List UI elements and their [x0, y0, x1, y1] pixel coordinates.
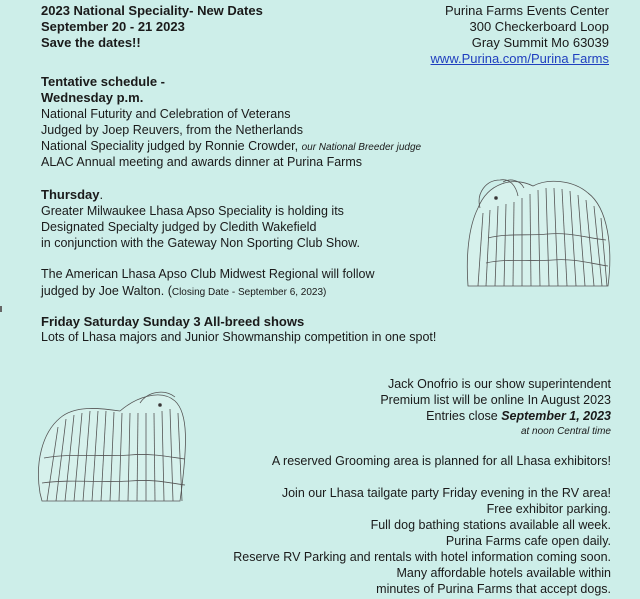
info-line-10: Reserve RV Parking and rentals with hotel information coming soon.: [233, 550, 611, 564]
info-line-3: [426, 409, 611, 424]
wednesday-line-1: National Futurity and Celebration of Veterans: [41, 107, 291, 121]
entries-close-label: Entries close: [426, 409, 502, 423]
info-line-9: Purina Farms cafe open daily.: [445, 534, 611, 548]
thursday-line-1: Greater Milwaukee Lhasa Apso Speciality is holding its: [41, 204, 344, 218]
lhasa-apso-dog-left-icon: [30, 383, 190, 508]
schedule-heading: Tentative schedule -: [41, 74, 166, 89]
title-line: 2023 National Speciality- New Dates: [41, 3, 263, 18]
info-line-4: at noon Central time: [520, 426, 611, 437]
wednesday-line-4: ALAC Annual meeting and awards dinner at Purina Farms: [41, 155, 363, 169]
venue-city: Gray Summit Mo 63039: [471, 35, 609, 50]
weekend-heading: Friday Saturday Sunday 3 All-breed shows: [41, 314, 305, 329]
edge-mark: [0, 306, 2, 312]
info-line-6: Join our Lhasa tailgate party Friday evening in the RV area!: [281, 486, 611, 500]
breeder-judge-note: our National Breeder judge: [301, 142, 422, 153]
wednesday-line-3: [41, 139, 421, 155]
venue-name: Purina Farms Events Center: [444, 3, 609, 18]
info-line-2: Premium list will be online In August 2023: [380, 393, 611, 407]
thursday-line-5-main: judged by Joe Walton. (: [41, 284, 172, 298]
save-dates-line: Save the dates!!: [41, 35, 141, 50]
info-line-5: A reserved Grooming area is planned for all Lhasa exhibitors!: [271, 454, 611, 468]
info-line-11: Many affordable hotels available within: [396, 566, 611, 580]
wednesday-line-2: Judged by Joep Reuvers, from the Netherlands: [41, 123, 303, 137]
info-line-7: Free exhibitor parking.: [486, 502, 611, 516]
lhasa-apso-dog-right-icon: [458, 168, 618, 298]
thursday-line-3: in conjunction with the Gateway Non Sporting Club Show.: [41, 236, 360, 250]
venue-street: 300 Checkerboard Loop: [469, 19, 609, 34]
entries-close-date: September 1, 2023: [501, 409, 611, 423]
info-line-8: Full dog bathing stations available all week.: [370, 518, 611, 532]
weekend-line-1: Lots of Lhasa majors and Junior Showmanship competition in one spot!: [41, 330, 437, 344]
thursday-heading: Thursday: [41, 187, 100, 202]
wednesday-heading: Wednesday p.m.: [41, 90, 144, 105]
thursday-heading-dot: .: [99, 187, 104, 202]
info-line-12: minutes of Purina Farms that accept dogs.: [376, 582, 611, 596]
thursday-heading-row: [41, 187, 103, 202]
venue-website-link[interactable]: www.Purina.com/Purina Farms: [430, 51, 609, 66]
thursday-line-5: [41, 284, 326, 300]
info-line-1: Jack Onofrio is our show superintendent: [387, 377, 611, 391]
wednesday-line-3-main: National Speciality judged by Ronnie Crowder,: [41, 139, 299, 153]
closing-date-note: Closing Date - September 6, 2023): [171, 287, 327, 298]
thursday-line-2: Designated Specialty judged by Cledith Wakefield: [41, 220, 317, 234]
date-line: September 20 - 21 2023: [41, 19, 185, 34]
thursday-line-4: The American Lhasa Apso Club Midwest Regional will follow: [41, 267, 375, 281]
